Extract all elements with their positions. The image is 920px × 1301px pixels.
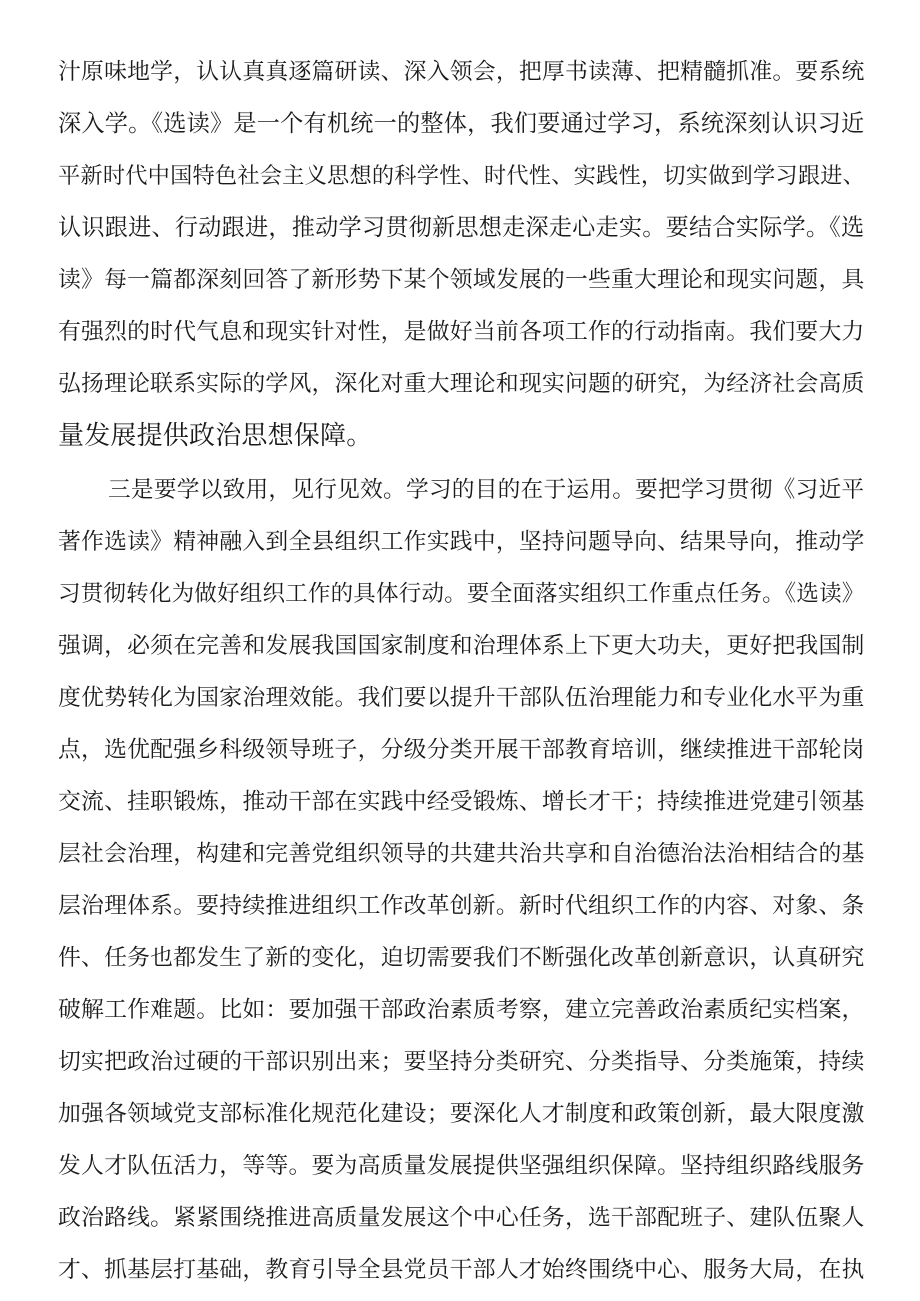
- text-line: 发人才队伍活力，等等。要为高质量发展提供坚强组织保障。坚持组织路线服务: [58, 1153, 865, 1179]
- text-line: 平新时代中国特色社会主义思想的科学性、时代性、实践性，切实做到学习跟进、: [58, 163, 866, 189]
- text-line: 习贯彻转化为做好组织工作的具体行动。要全面落实组织工作重点任务。《选读》: [58, 581, 865, 607]
- text-line: 政治路线。紧紧围绕推进高质量发展这个中心任务，选干部配班子、建队伍聚人: [58, 1205, 865, 1231]
- text-line: 加强各领域党支部标准化规范化建设；要深化人才制度和政策创新，最大限度激: [58, 1101, 865, 1127]
- text-line: 著作选读》精神融入到全县组织工作实践中，坚持问题导向、结果导向，推动学: [58, 529, 865, 555]
- text-line: 层治理体系。要持续推进组织工作改革创新。新时代组织工作的内容、对象、条: [58, 893, 865, 919]
- text-line: 破解工作难题。比如：要加强干部政治素质考察，建立完善政治素质纪实档案，: [58, 997, 865, 1023]
- text-line: 汁原味地学，认认真真逐篇研读、深入领会，把厚书读薄、把精髓抓准。要系统: [58, 59, 865, 85]
- text-line: 点，选优配强乡科级领导班子，分级分类开展干部教育培训，继续推进干部轮岗: [58, 737, 865, 763]
- text-line: 度优势转化为国家治理效能。我们要以提升干部队伍治理能力和专业化水平为重: [58, 685, 865, 711]
- text-line: 层社会治理，构建和完善党组织领导的共建共治共享和自治德治法治相结合的基: [58, 841, 865, 867]
- text-line: 才、抓基层打基础，教育引导全县党员干部人才始终围绕中心、服务大局，在执: [58, 1257, 865, 1283]
- text-line: 量发展提供政治思想保障。: [58, 421, 373, 451]
- text-line: 件、任务也都发生了新的变化，迫切需要我们不断强化改革创新意识，认真研究: [58, 945, 865, 971]
- text-line: 弘扬理论联系实际的学风，深化对重大理论和现实问题的研究，为经济社会高质: [58, 371, 865, 397]
- text-line: 切实把政治过硬的干部识别出来；要坚持分类研究、分类指导、分类施策，持续: [58, 1049, 865, 1075]
- text-line: 有强烈的时代气息和现实针对性，是做好当前各项工作的行动指南。我们要大力: [58, 319, 865, 345]
- paragraph-start-line: 三是要学以致用，见行见效。学习的目的在于运用。要把学习贯彻《习近平: [108, 477, 865, 503]
- text-line: 认识跟进、行动跟进，推动学习贯彻新思想走深走心走实。要结合实际学。《选: [58, 214, 865, 241]
- text-line: 交流、挂职锻炼，推动干部在实践中经受锻炼、增长才干；持续推进党建引领基: [58, 789, 865, 815]
- text-line: 读》每一篇都深刻回答了新形势下某个领域发展的一些重大理论和现实问题，具: [58, 267, 865, 293]
- text-line: 深入学。《选读》是一个有机统一的整体，我们要通过学习，系统深刻认识习近: [58, 110, 865, 137]
- text-line: 强调，必须在完善和发展我国国家制度和治理体系上下更大功夫，更好把我国制: [58, 633, 865, 659]
